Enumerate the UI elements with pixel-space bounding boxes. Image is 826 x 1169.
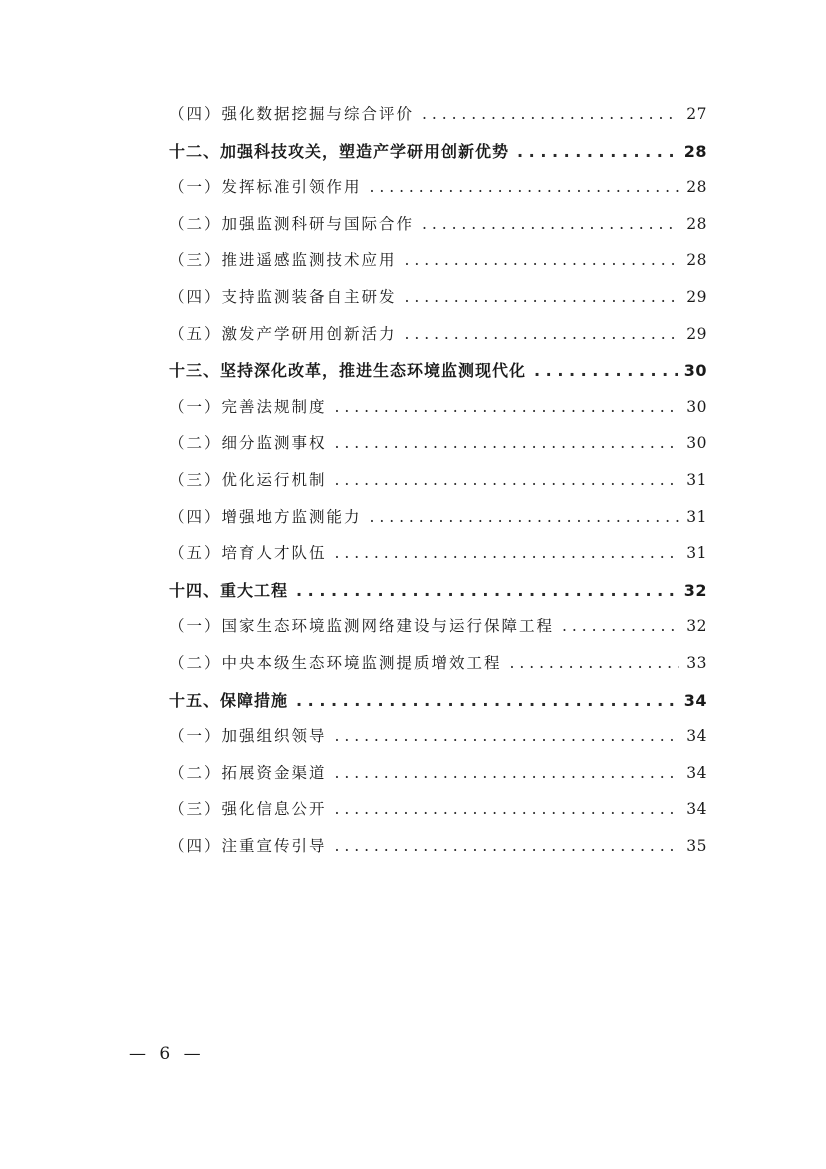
toc-entry-page: 33: [686, 653, 707, 672]
toc-entry-page: 29: [686, 287, 707, 306]
toc-dot-leader: [335, 800, 679, 818]
toc-entry-page: 30: [683, 361, 707, 381]
toc-entry-page: 31: [686, 470, 707, 489]
toc-entry-page: 32: [686, 617, 707, 636]
toc-entry-page: 31: [686, 544, 707, 563]
toc-entry-page: 28: [686, 214, 707, 233]
toc-entry-page: 30: [686, 397, 707, 416]
toc-dot-leader: [405, 288, 679, 306]
toc-entry-title: （一）完善法规制度: [169, 397, 327, 416]
toc-dot-leader: [405, 325, 679, 343]
toc-dot-leader: [422, 105, 679, 123]
toc-entry[interactable]: [169, 395, 707, 432]
toc-dot-leader: [335, 837, 679, 855]
toc-entry-title: （二）细分监测事权: [169, 434, 327, 453]
toc-entry-page: 35: [686, 836, 707, 855]
toc-entry[interactable]: [169, 651, 707, 688]
toc-entry-page: 28: [686, 178, 707, 197]
toc-entry[interactable]: [169, 248, 707, 285]
toc-chapter-entry[interactable]: [169, 688, 707, 725]
toc-dot-leader: [296, 691, 678, 710]
toc-entry-title: （三）优化运行机制: [169, 470, 327, 489]
toc-dot-leader: [422, 215, 679, 233]
toc-entry[interactable]: [169, 285, 707, 322]
toc-entry-title: 十三、坚持深化改革，推进生态环境监测现代化: [169, 361, 527, 381]
toc-entry-title: 十五、保障措施: [169, 690, 289, 710]
toc-dot-leader: [510, 654, 679, 672]
toc-entry-page: 34: [686, 763, 707, 782]
toc-dot-leader: [370, 178, 679, 196]
toc-dot-leader: [335, 727, 679, 745]
toc-chapter-entry[interactable]: [169, 139, 707, 176]
toc-dot-leader: [335, 544, 679, 562]
toc-dot-leader: [335, 764, 679, 782]
toc-entry-title: （四）支持监测装备自主研发: [169, 287, 397, 306]
toc-entry-title: 十四、重大工程: [169, 580, 289, 600]
toc-entry-title: （五）培育人才队伍: [169, 544, 327, 563]
toc-entry-title: 十二、加强科技攻关，塑造产学研用创新优势: [169, 141, 510, 161]
table-of-contents: [169, 102, 707, 870]
toc-dot-leader: [405, 251, 679, 269]
toc-dot-leader: [335, 434, 679, 452]
toc-entry-page: 27: [686, 105, 707, 123]
toc-entry-title: （四）强化数据挖掘与综合评价: [169, 105, 415, 123]
toc-entry-page: 34: [686, 800, 707, 819]
toc-entry-title: （二）中央本级生态环境监测提质增效工程: [169, 653, 502, 672]
toc-entry[interactable]: [169, 175, 707, 212]
toc-entry-title: （一）国家生态环境监测网络建设与运行保障工程: [169, 617, 555, 636]
toc-chapter-entry[interactable]: [169, 578, 707, 615]
toc-entry[interactable]: [169, 541, 707, 578]
toc-chapter-entry[interactable]: [169, 358, 707, 395]
toc-entry-title: （四）注重宣传引导: [169, 836, 327, 855]
toc-entry[interactable]: [169, 614, 707, 651]
toc-entry-page: 29: [686, 324, 707, 343]
toc-entry-title: （一）发挥标准引领作用: [169, 178, 362, 197]
toc-dot-leader: [296, 581, 678, 600]
toc-entry[interactable]: [169, 724, 707, 761]
toc-entry-page: 28: [683, 141, 707, 161]
toc-entry-title: （四）增强地方监测能力: [169, 507, 362, 526]
toc-entry-page: 28: [686, 251, 707, 270]
page-number-footer: — 6 —: [129, 1044, 205, 1064]
toc-entry[interactable]: [169, 797, 707, 834]
toc-entry-title: （三）推进遥感监测技术应用: [169, 251, 397, 270]
toc-entry[interactable]: [169, 505, 707, 542]
toc-entry-title: （二）加强监测科研与国际合作: [169, 214, 415, 233]
toc-entry[interactable]: [169, 761, 707, 798]
toc-entry[interactable]: [169, 102, 707, 139]
toc-entry-page: 34: [686, 727, 707, 746]
toc-dot-leader: [517, 142, 678, 161]
toc-entry-title: （五）激发产学研用创新活力: [169, 324, 397, 343]
toc-dot-leader: [370, 508, 679, 526]
toc-entry[interactable]: [169, 212, 707, 249]
toc-entry[interactable]: [169, 468, 707, 505]
toc-entry-page: 32: [683, 580, 707, 600]
toc-entry-title: （一）加强组织领导: [169, 727, 327, 746]
toc-dot-leader: [335, 398, 679, 416]
toc-entry-page: 31: [686, 507, 707, 526]
toc-entry-title: （三）强化信息公开: [169, 800, 327, 819]
toc-dot-leader: [562, 617, 679, 635]
toc-dot-leader: [534, 361, 678, 380]
toc-dot-leader: [335, 471, 679, 489]
toc-entry-title: （二）拓展资金渠道: [169, 763, 327, 782]
toc-entry-page: 30: [686, 434, 707, 453]
toc-entry[interactable]: [169, 834, 707, 871]
toc-entry[interactable]: [169, 431, 707, 468]
toc-entry-page: 34: [683, 690, 707, 710]
toc-entry[interactable]: [169, 322, 707, 359]
